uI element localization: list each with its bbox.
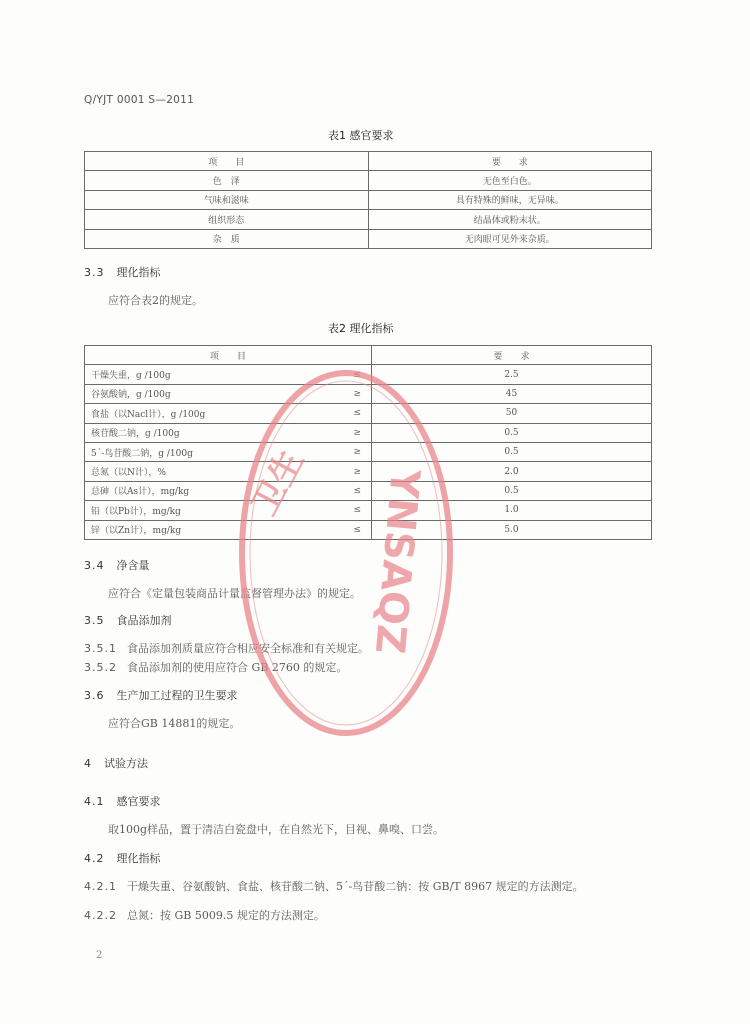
table-row — [85, 501, 652, 520]
table-cell-item: 干燥失重，g /100g — [85, 365, 346, 384]
clause-text: 食品添加剂质量应符合相应安全标准和有关规定。 — [127, 642, 369, 655]
section-number: 3.3 — [84, 266, 105, 279]
section-3-4-text: 应符合《定量包装商品计量监督管理办法》的规定。 — [108, 587, 361, 600]
table-cell: 结晶体或粉末状。 — [368, 210, 652, 229]
sensory-requirements-table — [84, 151, 652, 249]
table-cell-operator: ≤ — [345, 501, 372, 520]
section-number: 3.5 — [84, 614, 105, 627]
section-3-5-heading — [84, 612, 172, 628]
section-title: 理化指标 — [116, 852, 161, 865]
table-row — [85, 365, 652, 384]
table-cell: 组织形态 — [85, 210, 369, 229]
physicochemical-table — [84, 345, 652, 540]
section-4-heading — [84, 755, 148, 771]
table-row — [85, 384, 652, 403]
table-cell-item: 锌（以Zn计），mg/kg — [85, 520, 346, 539]
clause-4-2-1 — [84, 878, 584, 894]
section-3-4-heading — [84, 557, 150, 573]
table-header-cell: 要 求 — [368, 152, 652, 171]
section-number: 4.1 — [84, 795, 105, 808]
document-id: Q/YJT 0001 S—2011 — [84, 94, 195, 106]
table-row — [85, 171, 652, 190]
table1-caption: 表1 感官要求 — [328, 129, 394, 142]
section-title: 净含量 — [116, 559, 150, 572]
table-cell: 色 泽 — [85, 171, 369, 190]
section-4-1-text: 取100g样品，置于清洁白瓷盘中，在自然光下，目视、鼻嗅、口尝。 — [108, 823, 445, 836]
table-header-cell: 项 目 — [85, 152, 369, 171]
table-cell-item: 核苷酸二钠，g /100g — [85, 423, 346, 442]
table-cell: 无肉眼可见外来杂质。 — [368, 229, 652, 248]
table-row — [85, 481, 652, 500]
table-cell-item: 铅（以Pb计），mg/kg — [85, 501, 346, 520]
section-title: 感官要求 — [116, 795, 161, 808]
section-number: 3.4 — [84, 559, 105, 572]
table-cell-operator: ≤ — [345, 520, 372, 539]
section-4-2-heading — [84, 850, 161, 866]
clause-number: 4.2.2 — [84, 909, 117, 922]
table-cell-value: 0.5 — [372, 442, 652, 461]
section-number: 4 — [84, 757, 92, 770]
table-cell-item: 总砷（以As计），mg/kg — [85, 481, 346, 500]
table-cell-operator: ≤ — [345, 481, 372, 500]
table-cell-operator: ≤ — [345, 365, 372, 384]
table-row — [85, 190, 652, 209]
table-cell: 杂 质 — [85, 229, 369, 248]
table-cell-operator: ≥ — [345, 384, 372, 403]
section-title: 理化指标 — [116, 266, 161, 279]
clause-number: 4.2.1 — [84, 880, 117, 893]
table-header-cell: 项 目 — [85, 346, 372, 365]
table2-caption: 表2 理化指标 — [328, 322, 394, 335]
section-4-1-heading — [84, 793, 161, 809]
table-row — [85, 210, 652, 229]
page-number: 2 — [96, 950, 103, 961]
section-3-3-heading — [84, 264, 161, 280]
seal-text-side: YNSAQZ — [365, 467, 428, 656]
section-title: 试验方法 — [104, 757, 148, 770]
clause-number: 3.5.1 — [84, 642, 117, 655]
table-cell-item: 5´-鸟苷酸二钠，g /100g — [85, 442, 346, 461]
table-cell-value: 2.0 — [372, 462, 652, 481]
section-3-6-text: 应符合GB 14881的规定。 — [108, 717, 241, 730]
table-cell-operator: ≥ — [345, 442, 372, 461]
table-row — [85, 442, 652, 461]
section-3-3-text: 应符合表2的规定。 — [108, 294, 203, 307]
seal-text-top: 卫生 — [244, 443, 312, 523]
table-cell-operator: ≥ — [345, 423, 372, 442]
table-cell-item: 总氮（以N计），% — [85, 462, 346, 481]
table-cell-item: 食盐（以Nacl计），g /100g — [85, 404, 346, 423]
table-cell: 气味和滋味 — [85, 190, 369, 209]
table-row — [85, 462, 652, 481]
table-cell-value: 5.0 — [372, 520, 652, 539]
table-cell-value: 0.5 — [372, 481, 652, 500]
table-cell-value: 50 — [372, 404, 652, 423]
table-row — [85, 229, 652, 248]
section-title: 食品添加剂 — [116, 614, 172, 627]
table-cell-item: 谷氨酸钠，g /100g — [85, 384, 346, 403]
clause-number: 3.5.2 — [84, 661, 117, 674]
table-row — [85, 404, 652, 423]
table-cell-operator: ≤ — [345, 404, 372, 423]
table-cell-value: 1.0 — [372, 501, 652, 520]
table-cell-value: 2.5 — [372, 365, 652, 384]
section-number: 3.6 — [84, 689, 105, 702]
section-number: 4.2 — [84, 852, 105, 865]
table-cell-value: 45 — [372, 384, 652, 403]
table-header-row — [85, 152, 652, 171]
table-header-cell: 要 求 — [372, 346, 652, 365]
clause-4-2-2 — [84, 907, 325, 923]
clause-3-5-2 — [84, 659, 347, 675]
table-cell-value: 0.5 — [372, 423, 652, 442]
clause-text: 食品添加剂的使用应符合 GB 2760 的规定。 — [127, 661, 348, 674]
section-title: 生产加工过程的卫生要求 — [116, 689, 238, 702]
table-row — [85, 520, 652, 539]
table-header-row — [85, 346, 652, 365]
section-3-6-heading — [84, 687, 238, 703]
table-row — [85, 423, 652, 442]
table-cell: 具有特殊的鲜味，无异味。 — [368, 190, 652, 209]
clause-text: 总氮：按 GB 5009.5 规定的方法测定。 — [127, 909, 325, 922]
table-cell: 无色至白色。 — [368, 171, 652, 190]
clause-3-5-1 — [84, 640, 369, 656]
table-cell-operator: ≥ — [345, 462, 372, 481]
clause-text: 干燥失重、谷氨酸钠、食盐、核苷酸二钠、5´-鸟苷酸二钠：按 GB/T 8967 规定的方法测定。 — [127, 880, 584, 893]
